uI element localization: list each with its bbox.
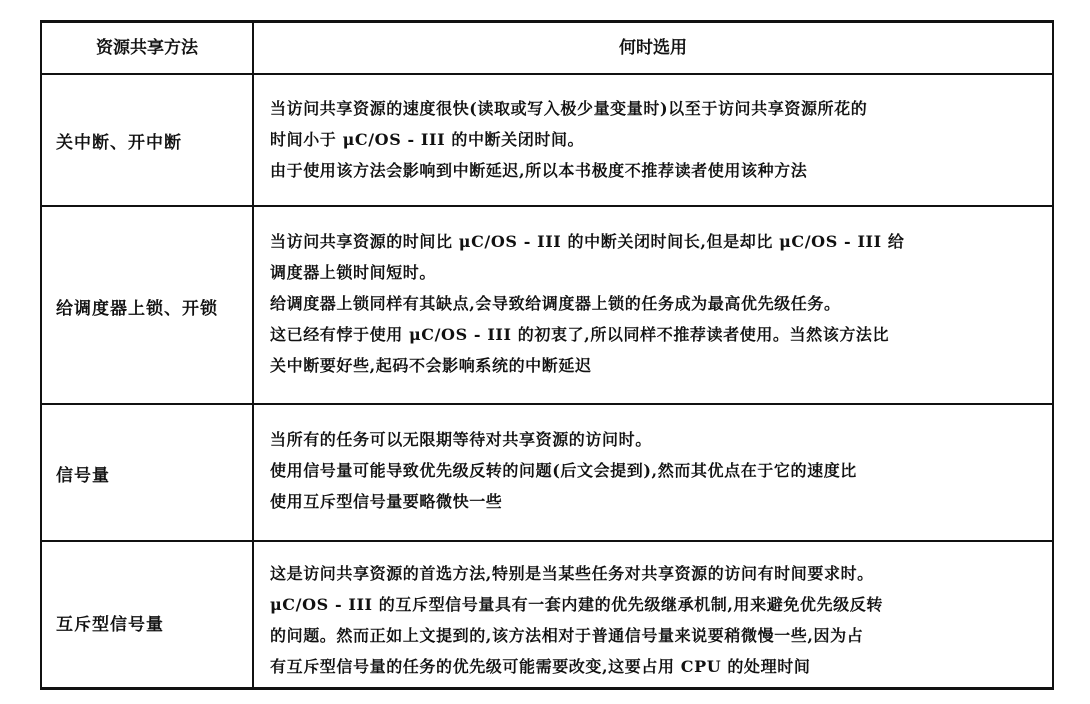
method-cell: 给调度器上锁、开锁 [56,299,218,319]
header-when-to-use: 何时选用 [619,38,687,58]
table-header [42,23,1052,75]
method-cell: 互斥型信号量 [56,615,164,635]
method-cell: 信号量 [56,466,110,486]
description-line: 当所有的任务可以无限期等待对共享资源的访问时。 [270,430,652,449]
description-line: 使用互斥型信号量要略微快一些 [270,492,503,511]
description-line: 这已经有悖于使用 μC/OS - III 的初衷了,所以同样不推荐读者使用。当然该方法比 [270,325,890,344]
header-method: 资源共享方法 [96,38,198,58]
table-row [42,207,1052,405]
description-line: 当访问共享资源的速度很快(读取或写入极少量变量时)以至于访问共享资源所花的 [270,99,868,118]
description-line: 的问题。然而正如上文提到的,该方法相对于普通信号量来说要稍微慢一些,因为占 [270,626,864,645]
description-cell [270,558,1042,682]
description-line: 由于使用该方法会影响到中断延迟,所以本书极度不推荐读者使用该种方法 [270,161,808,180]
description-line: 给调度器上锁同样有其缺点,会导致给调度器上锁的任务成为最高优先级任务。 [270,294,841,313]
description-line: μC/OS - III 的互斥型信号量具有一套内建的优先级继承机制,用来避免优先级反转 [270,595,883,614]
method-cell: 关中断、开中断 [56,133,182,153]
table-row [42,75,1052,207]
description-line: 时间小于 μC/OS - III 的中断关闭时间。 [270,130,585,149]
description-cell [270,424,1042,517]
description-line: 调度器上锁时间短时。 [270,263,437,282]
description-line: 当访问共享资源的时间比 μC/OS - III 的中断关闭时间长,但是却比 μC/OS - III 给 [270,232,905,251]
table-row [42,542,1052,690]
table-row [42,405,1052,542]
description-line: 关中断要好些,起码不会影响系统的中断延迟 [270,356,592,375]
description-cell [270,226,1042,381]
description-cell [270,93,1042,186]
description-line: 这是访问共享资源的首选方法,特别是当某些任务对共享资源的访问有时间要求时。 [270,564,874,583]
description-line: 有互斥型信号量的任务的优先级可能需要改变,这要占用 CPU 的处理时间 [270,657,811,676]
resource-sharing-table [40,20,1054,690]
description-line: 使用信号量可能导致优先级反转的问题(后文会提到),然而其优点在于它的速度比 [270,461,857,480]
